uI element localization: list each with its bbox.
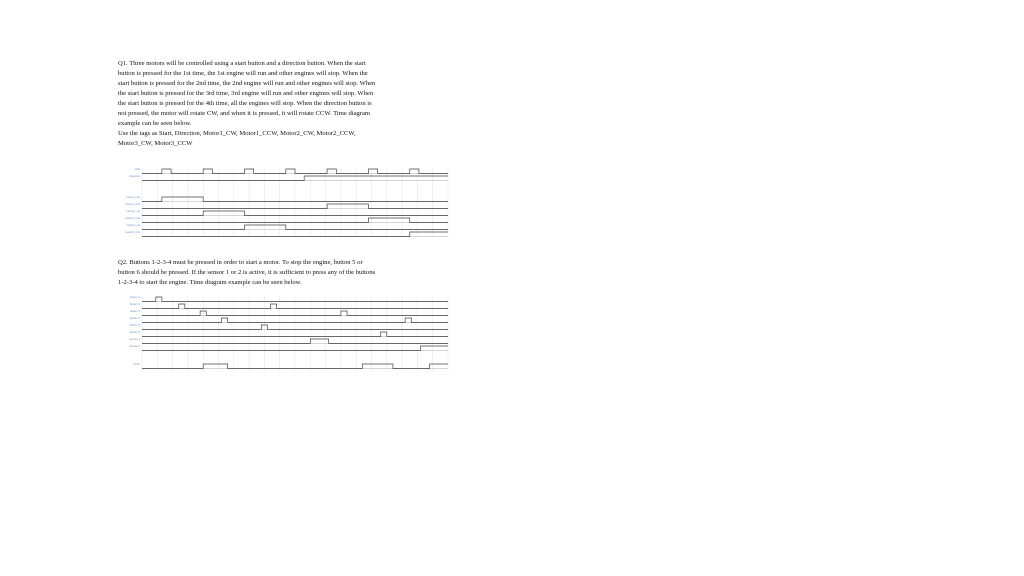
signal-label: motor1_cw [126, 194, 140, 199]
signal-label: button 3 [129, 308, 140, 313]
signal-label: direction [129, 173, 140, 178]
q2-line: 1-2-3-4 to start the engine. Time diagram example can be seen below. [118, 279, 302, 286]
q1-line: not pressed, the motor will rotate CW, and when it is pressed, it will rotate CCW. Time diagram [118, 110, 371, 117]
signal-label: button 4 [129, 315, 140, 320]
signal-label: button 6 [129, 329, 140, 334]
q2-line: Q2. Buttons 1-2-3-4 must be pressed in order to start a motor. To stop the engine, button 5 or [118, 259, 363, 266]
q1-line: the start button is pressed for the 3rd time, 3rd engine will run and other engines will stop. When [118, 90, 374, 97]
q2-line: button 6 should be pressed. If the sensor 1 or 2 is active, it is sufficient to press any of the buttons [118, 269, 376, 276]
signal-label: button 1 [129, 294, 140, 299]
question-2-text [118, 258, 458, 288]
signal-label: motor3_ccw [124, 229, 140, 234]
timing-diagram-q1 [118, 166, 450, 238]
signal-label: motor3_cw [126, 222, 140, 227]
question-1-text [118, 59, 458, 149]
signal-label: motor2_ccw [124, 215, 140, 220]
signal-label: motor [132, 361, 140, 366]
signal-label: sensor 2 [129, 343, 140, 348]
q1-line: Use the tags as Start, Direction, Motor1_CW, Motor1_CCW, Motor2_CW, Motor2_CCW, [118, 130, 356, 137]
timing-diagram-q2 [118, 294, 450, 374]
q1-line: button is pressed for the 1st time, the 1st engine will run and other engines will stop. When the [118, 70, 368, 77]
q1-line: start button is pressed for the 2nd time, the 2nd engine will run and other engines will stop. When [118, 80, 376, 87]
q1-line: the start button is pressed for the 4th time, all the engines will stop. When the direction button is [118, 100, 372, 107]
q1-line: Motor3_CW, Motor3_CCW [118, 140, 193, 147]
q1-line: example can be seen below. [118, 120, 192, 127]
signal-label: button 2 [129, 301, 140, 306]
signal-label: sensor 1 [129, 336, 140, 341]
signal-label: button 5 [129, 322, 140, 327]
signal-label: motor1_ccw [124, 201, 140, 206]
q1-line: Q1. Three motors will be controlled using a start button and a direction button. When the start [118, 60, 366, 67]
signal-label: start [134, 166, 140, 171]
signal-label: motor2_cw [126, 208, 140, 213]
